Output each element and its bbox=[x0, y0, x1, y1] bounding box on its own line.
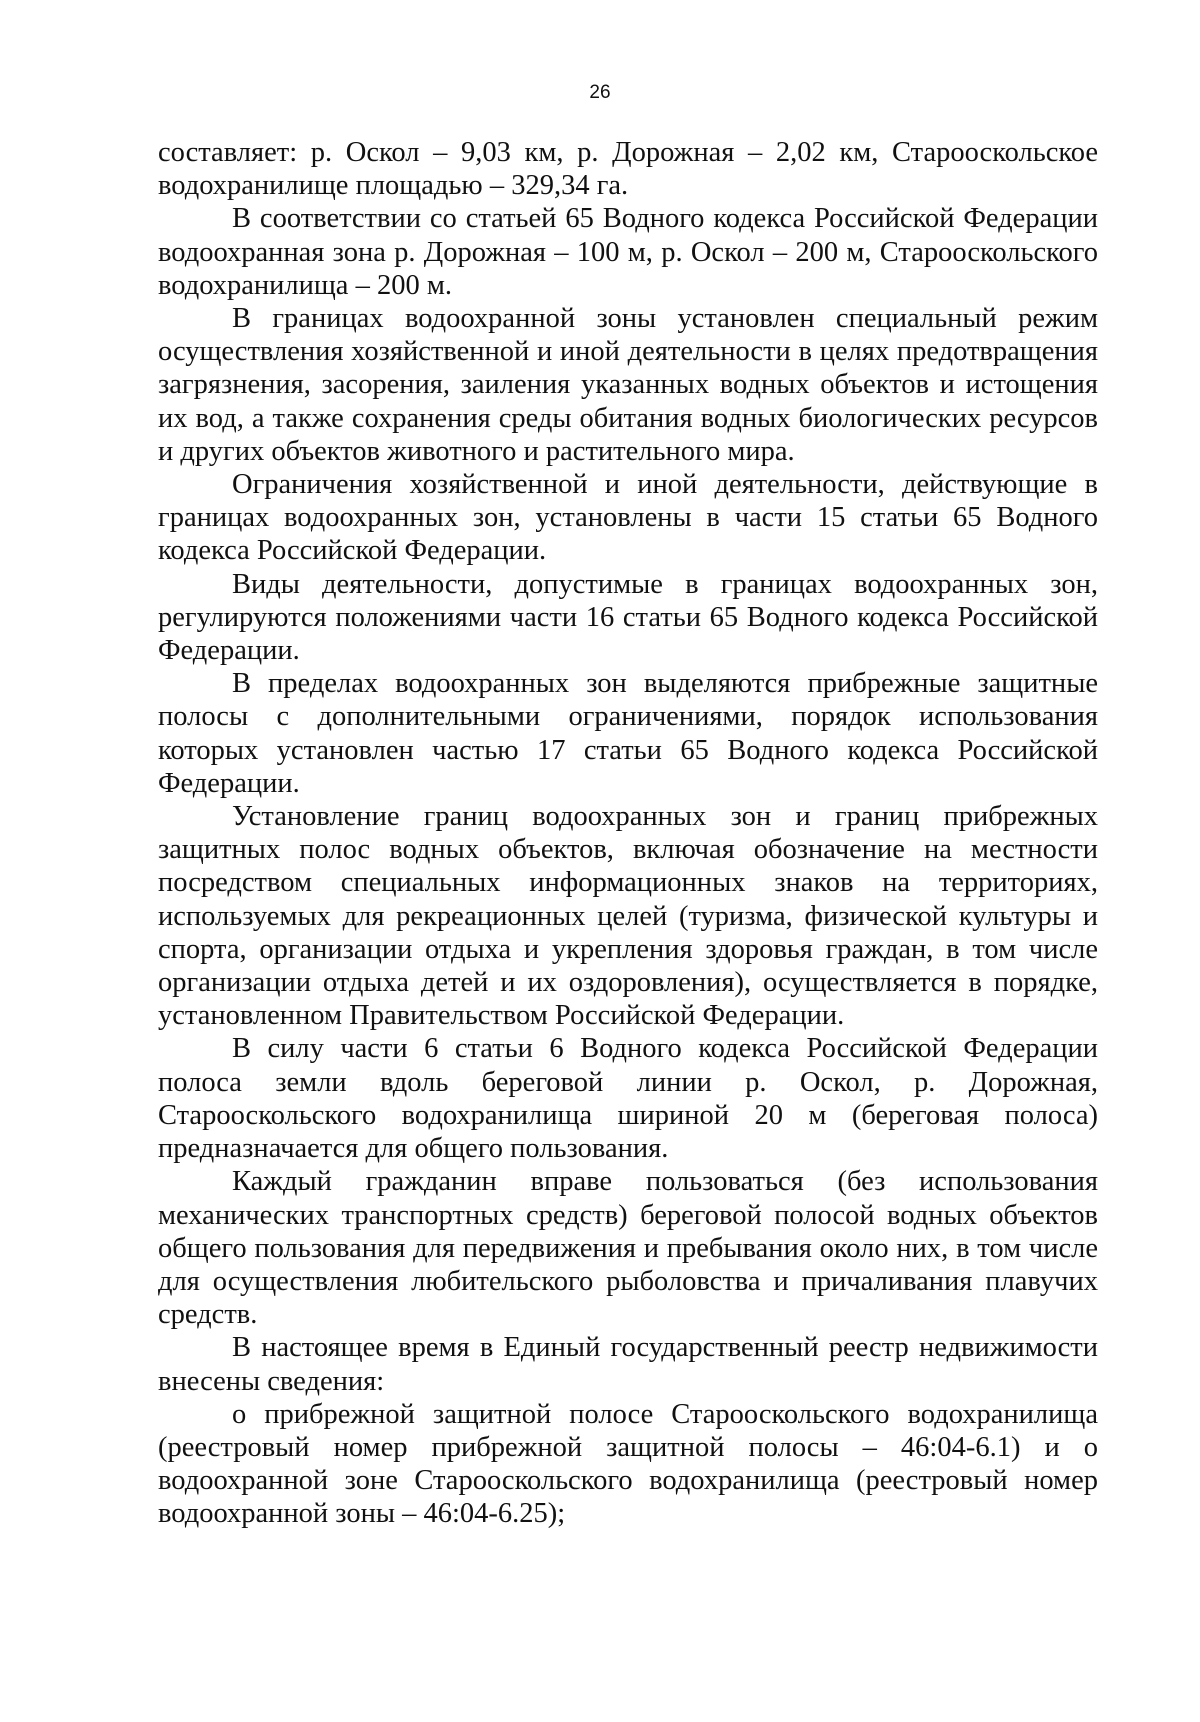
document-body bbox=[158, 136, 1098, 1531]
paragraph-3: В границах водоохранной зоны установлен специальный режим осуществления хозяйственной и иной деятельности в целях предотвращения загрязнения, засорения, заиления указанных водных объектов и истощения их вод, а также сохранения среды обитания водных биологических ресурсов и других объектов животного и растительного мира. bbox=[158, 303, 1098, 467]
paragraph-11: о прибрежной защитной полосе Старооскольского водохранилища (реестровый номер прибрежной защитной полосы – 46:04-6.1) и о водоохранной зоне Старооскольского водохранилища (реестровый номер водоохранной зоны – 46:04-6.25); bbox=[158, 1398, 1098, 1530]
paragraph-1: составляет: р. Оскол – 9,03 км, р. Дорожная – 2,02 км, Старооскольское водохранилище площадью – 329,34 га. bbox=[158, 137, 1098, 202]
paragraph-10: В настоящее время в Единый государственный реестр недвижимости внесены сведения: bbox=[158, 1332, 1098, 1397]
page-number: 26 bbox=[589, 82, 611, 103]
paragraph-8: В силу части 6 статьи 6 Водного кодекса Российской Федерации полоса земли вдоль береговой линии р. Оскол, р. Дорожная, Старооскольского водохранилища шириной 20 м (береговая полоса) предназначается для общего пользования. bbox=[158, 1033, 1098, 1165]
paragraph-5: Виды деятельности, допустимые в границах водоохранных зон, регулируются положениями части 16 статьи 65 Водного кодекса Российской Федерации. bbox=[158, 568, 1098, 667]
paragraph-9: Каждый гражданин вправе пользоваться (без использования механических транспортных средств) береговой полосой водных объектов общего пользования для передвижения и пребывания около них, в том числе для осуществления любительского рыболовства и причаливания плавучих средств. bbox=[158, 1166, 1098, 1331]
paragraph-4: Ограничения хозяйственной и иной деятельности, действующие в границах водоохранных зон, установлены в части 15 статьи 65 Водного кодекса Российской Федерации. bbox=[158, 469, 1098, 567]
paragraph-6: В пределах водоохранных зон выделяются прибрежные защитные полосы с дополнительными ограничениями, порядок использования которых установлен частью 17 статьи 65 Водного кодекса Российской Федерации. bbox=[158, 668, 1098, 799]
paragraph-2: В соответствии со статьей 65 Водного кодекса Российской Федерации водоохранная зона р. Дорожная – 100 м, р. Оскол – 200 м, Старооскольского водохранилища – 200 м. bbox=[158, 203, 1098, 301]
paragraph-7: Установление границ водоохранных зон и границ прибрежных защитных полос водных объектов, включая обозначение на местности посредством специальных информационных знаков на территориях, используемых для рекреационных целей (туризма, физической культуры и спорта, организации отдыха и укрепления здоровья граждан, в том числе организации отдыха детей и их оздоровления), осуществляется в порядке, установленном Правительством Российской Федерации. bbox=[158, 801, 1098, 1032]
